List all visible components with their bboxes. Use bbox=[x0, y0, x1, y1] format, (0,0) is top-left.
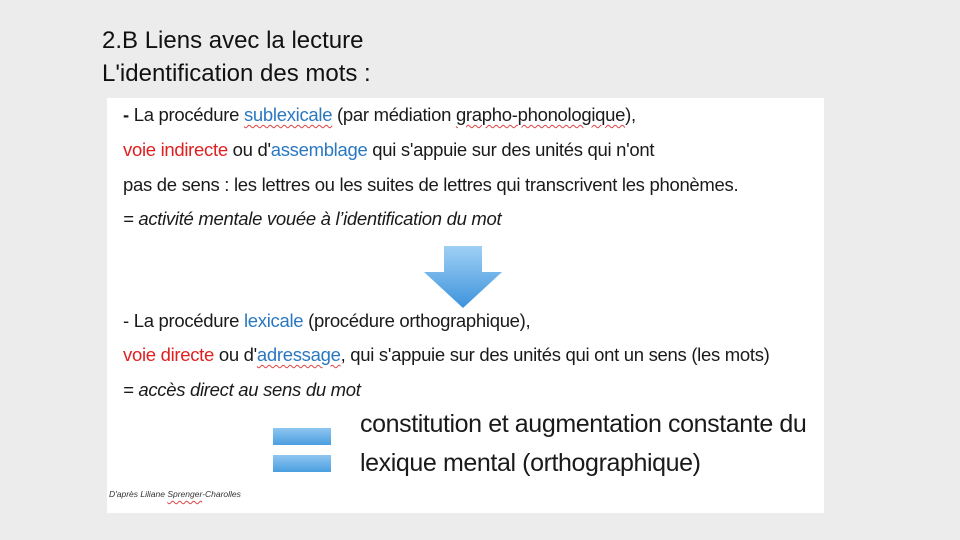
term-assemblage: assemblage bbox=[270, 139, 368, 160]
source-credit: D'après Liliane Sprenger-Charolles bbox=[109, 489, 241, 499]
down-arrow-icon bbox=[422, 246, 504, 308]
term-sublexicale: sublexicale bbox=[243, 104, 333, 125]
line-activite-mentale: = activité mentale vouée à l’identification du mot bbox=[123, 208, 502, 229]
result-line-2: lexique mental (orthographique) bbox=[360, 449, 701, 477]
slide-title bbox=[102, 24, 371, 90]
content-image bbox=[107, 98, 824, 513]
term-grapho-phonologique: grapho-phonologique bbox=[455, 104, 626, 125]
line-pas-de-sens: pas de sens : les lettres ou les suites de lettres qui transcrivent les phonèmes. bbox=[123, 174, 739, 195]
equals-sign-bottom-bar bbox=[273, 455, 331, 472]
line-sublexicale: - La procédure sublexicale (par médiation grapho-phonologique), bbox=[123, 104, 636, 125]
line-acces-direct: = accès direct au sens du mot bbox=[123, 379, 361, 400]
term-voie-indirecte: voie indirecte bbox=[123, 139, 228, 160]
term-adressage: adressage bbox=[256, 344, 341, 365]
result-line-1: constitution et augmentation constante du bbox=[360, 410, 807, 438]
line-voie-directe: voie directe ou d'adressage, qui s'appuie sur des unités qui ont un sens (les mots) bbox=[123, 344, 770, 365]
title-line-1: 2.B Liens avec la lecture bbox=[102, 27, 364, 54]
line-voie-indirecte: voie indirecte ou d'assemblage qui s'appuie sur des unités qui n'ont bbox=[123, 139, 655, 160]
equals-sign-top-bar bbox=[273, 428, 331, 445]
term-lexicale: lexicale bbox=[243, 310, 304, 331]
title-line-2: L'identification des mots : bbox=[102, 60, 371, 87]
line-lexicale: - La procédure lexicale (procédure orthographique), bbox=[123, 310, 531, 331]
term-voie-directe: voie directe bbox=[123, 344, 215, 365]
